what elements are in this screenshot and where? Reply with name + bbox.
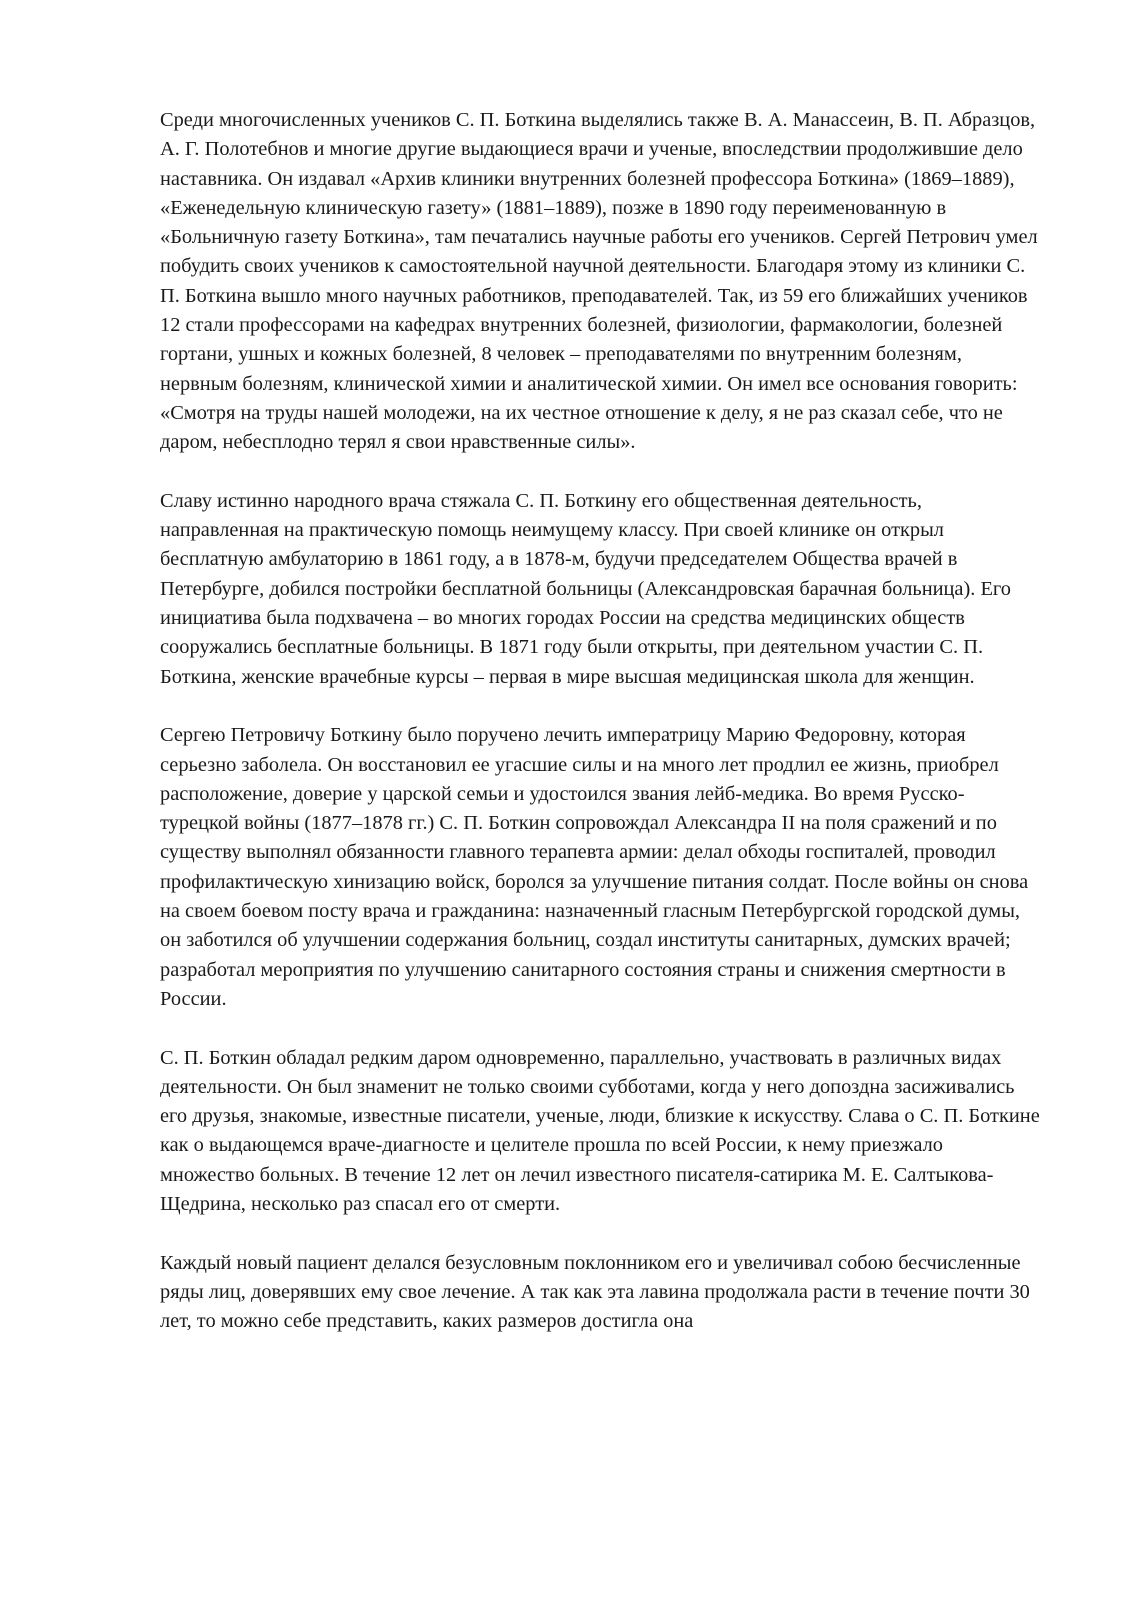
paragraph-patients: Каждый новый пациент делался безусловным поклонником его и увеличивал собою бесчисленные ряды лиц, доверявших ему свое лечение. А так как эта лавина продолжала расти в течение почти 30 лет, то можно себе представить, каких размеров достигла она bbox=[160, 1251, 1030, 1333]
paragraph-public-activity: Славу истинно народного врача стяжала С. П. Боткину его общественная деятельность, направленная на практическую помощь неимущему классу. При своей клинике он открыл бесплатную амбулаторию в 1861 году, а в 1878-м, будучи председателем Общества врачей в Петербурге, добился постройки бесплатной больницы (Александровская барачная больница). Его инициатива была подхвачена – во многих городах России на средства медицинских обществ сооружались бесплатные больницы. В 1871 году были открыты, при деятельном участии С. П. Боткина, женские врачебные курсы – первая в мире высшая медицинская школа для женщин. bbox=[160, 489, 1011, 688]
paragraph-fame: С. П. Боткин обладал редким даром одновременно, параллельно, участвовать в различных видах деятельности. Он был знаменит не только своими субботами, когда у него допоздна засиживались его друзья, знакомые, известные писатели, ученые, люди, близкие к искусству. Слава о С. П. Боткине как о выдающемся враче-диагносте и целителе прошла по всей России, к нему приезжало множество больных. В течение 12 лет он лечил известного писателя-сатирика М. Е. Салтыкова-Щедрина, несколько раз спасал его от смерти. bbox=[160, 1046, 1040, 1215]
paragraph-court-physician: Сергею Петровичу Боткину было поручено лечить императрицу Марию Федоровну, которая серьезно заболела. Он восстановил ее угасшие силы и на много лет продлил ее жизнь, приобрел расположение, доверие у царской семьи и удостоился звания лейб-медика. Во время Русско-турецкой войны (1877–1878 гг.) С. П. Боткин сопровождал Александра II на поля сражений и по существу выполнял обязанности главного терапевта армии: делал обходы госпиталей, проводил профилактическую хинизацию войск, боролся за улучшение питания солдат. После войны он снова на своем боевом посту врача и гражданина: назначенный гласным Петербургской городской думы, он заботился об улучшении содержания больниц, создал институты санитарных, думских врачей; разработал мероприятия по улучшению санитарного состояния страны и снижения смертности в России. bbox=[160, 724, 1029, 1010]
document-body bbox=[160, 106, 1040, 1336]
paragraph-students: Среди многочисленных учеников С. П. Боткина выделялись также В. А. Манассеин, В. П. Абразцов, А. Г. Полотебнов и многие другие выдающиеся врачи и ученые, впоследствии продолжившие дело наставника. Он издавал «Архив клиники внутренних болезней профессора Боткина» (1869–1889), «Еженедельную клиническую газету» (1881–1889), позже в 1890 году переименованную в «Больничную газету Боткина», там печатались научные работы его учеников. Сергей Петрович умел побудить своих учеников к самостоятельной научной деятельности. Благодаря этому из клиники С. П. Боткина вышло много научных работников, преподавателей. Так, из 59 его ближайших учеников 12 стали профессорами на кафедрах внутренних болезней, физиологии, фармакологии, болезней гортани, ушных и кожных болезней, 8 человек – преподавателями по внутренним болезням, нервным болезням, клинической химии и аналитической химии. Он имел все основания говорить: «Смотря на труды нашей молодежи, на их честное отношение к делу, я не раз сказал себе, что не даром, небесплодно терял я свои нравственные силы». bbox=[160, 109, 1038, 454]
